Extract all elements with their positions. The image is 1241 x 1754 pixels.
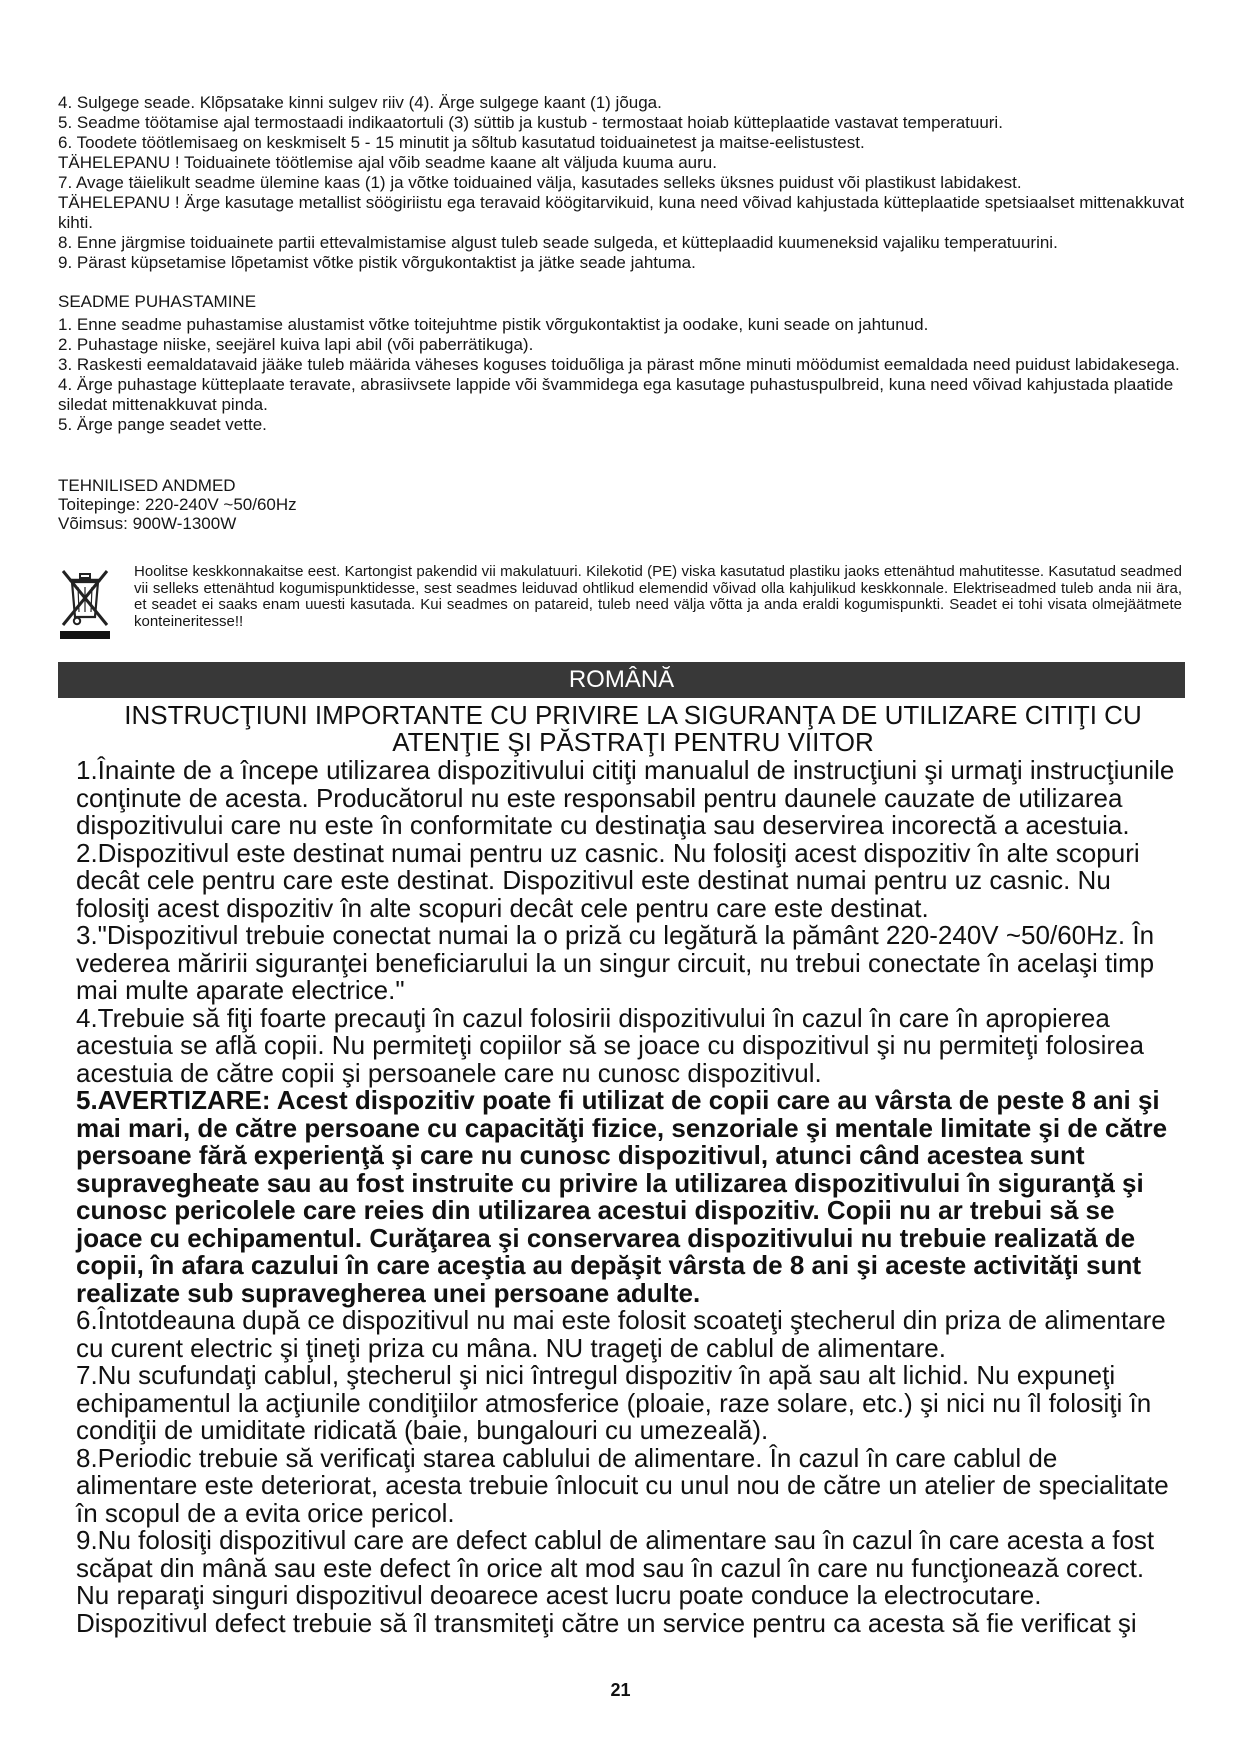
- instruction-9: 9.Nu folosiţi dispozitivul care are defect cablul de alimentare sau în cazul în care acesta a fost scăpat din mână sau este defect în orice alt mod sau în cazul în care nu funcţionează corect. Nu reparaţi singuri dispozitivul deoarece acest lucru poate conduce la electrocutare. Dispozitivul defect trebuie să îl transmiteţi către un service pentru ca acesta să fie verificat şi: [76, 1525, 1155, 1638]
- specs-title: TEHNILISED ANDMED: [58, 476, 236, 495]
- estonian-cleaning-section: [58, 292, 1185, 435]
- warning-steam: TÄHELEPANU ! Toiduainete töötlemise ajal võib seadme kaane alt väljuda kuuma auru.: [58, 153, 717, 172]
- instruction-4: 4.Trebuie să fiţi foarte precauţi în cazul folosirii dispozitivului în cazul în care în apropierea acestuia se află copii. Nu permiteţi copiilor să se joace cu dispozitivul şi nu permiteţi folosirea acestuia de către copii şi persoanele care nu cunosc dispozitivul.: [76, 1002, 1144, 1088]
- step-9: 9. Pärast küpsetamise lõpetamist võtke pistik võrgukontaktist ja jätke seade jahtuma.: [58, 253, 696, 272]
- cleaning-item-1: 1. Enne seadme puhastamise alustamist võtke toitejuhtme pistik võrgukontaktist ja oodake, kuni seade on jahtunud.: [58, 315, 929, 334]
- estonian-technical-data: [58, 476, 1185, 533]
- romanian-safety-instructions: [76, 757, 1176, 1637]
- specs-power: Võimsus: 900W-1300W: [58, 514, 237, 533]
- estonian-usage-steps: [58, 93, 1185, 273]
- safety-instructions-heading: INSTRUCŢIUNI IMPORTANTE CU PRIVIRE LA SIGURANŢA DE UTILIZARE CITIŢI CU ATENŢIE ŞI PĂSTRAŢI PENTRU VIITOR: [124, 700, 1142, 757]
- crossed-out-wheelie-bin-icon: [58, 565, 112, 643]
- eco-disposal-notice: Hoolitse keskkonnakaitse eest. Kartongist pakendid vii makulatuuri. Kilekotid (PE) viska kasutatud plastiku jaoks ettenähtud mahutitesse. Kasutatud seadmed vii selleks ettenähtud kogumispunktidesse, sest seadmes leiduvad ohtlikud elemendid võivad olla kahjulikud keskkonnale. Elektriseadmed tuleb anda nii ära, et seadet ei saaks enam uuesti kasutada. Kui seadmes on patareid, tuleb need välja võtta ja anda eraldi kogumispunkti. Seadet ei tohi visata olmejäätmete konteineritesse!!: [134, 563, 1182, 630]
- cleaning-title: SEADME PUHASTAMINE: [58, 292, 257, 311]
- instruction-8: 8.Periodic trebuie să verificaţi starea cablului de alimentare. În cazul în care cablul de alimentare este deteriorat, acesta trebuie înlocuit cu unul nou de către un atelier de specialitate în scopul de a evita orice pericol.: [76, 1442, 1169, 1528]
- instruction-1: 1.Înainte de a începe utilizarea dispozitivului citiţi manualul de instrucţiuni şi urmaţi instrucţiunile conţinute de acesta. Producătorul nu este responsabil pentru daunele cauzate de utilizarea dispozitivului care nu este în conformitate cu destinaţia sau deservirea incorectă a acestuia.: [76, 755, 1175, 840]
- cleaning-item-4: 4. Ärge puhastage kütteplaate teravate, abrasiivsete lappide või švammidega ega kasutage puhastuspulbreid, kuna need võivad kahjustada plaatide siledat mittenakkuvat pinda.: [58, 375, 1174, 414]
- cleaning-item-3: 3. Raskesti eemaldatavaid jääke tuleb määrida väheses koguses toiduõliga ja pärast mõne minuti möödumist eemaldada need puidust labidakesega.: [58, 355, 1180, 374]
- page-number: 21: [610, 1680, 631, 1700]
- step-4: 4. Sulgege seade. Klõpsatake kinni sulgev riiv (4). Ärge sulgege kaant (1) jõuga.: [58, 93, 662, 112]
- cleaning-item-5: 5. Ärge pange seadet vette.: [58, 415, 267, 434]
- cleaning-item-2: 2. Puhastage niiske, seejärel kuiva lapi abil (või paberrätikuga).: [58, 335, 534, 354]
- step-7: 7. Avage täielikult seadme ülemine kaas (1) ja võtke toiduained välja, kasutades selleks üksnes puidust või plastikust labidakest.: [58, 173, 1022, 192]
- step-5: 5. Seadme töötamise ajal termostaadi indikaatortuli (3) süttib ja kustub - termostaat hoiab kütteplaatide vastavat temperatuuri.: [58, 113, 1003, 132]
- language-section-banner: ROMÂNĂ: [58, 662, 1185, 698]
- instruction-5-warning: 5.AVERTIZARE: Acest dispozitiv poate fi utilizat de copii care au vârsta de peste 8 ani şi mai mari, de către persoane cu capacităţi fizice, senzoriale şi mentale limitate şi de către persoane fără experienţă şi care nu cunosc dispozitivul, atunci când acestea sunt supravegheate sau au fost instruite cu privire la utilizarea dispozitivului în siguranţă şi cunosc pericolele care reies din utilizarea acestui dispozitiv. Copii nu ar trebui să se joace cu echipamentul. Curăţarea şi conservarea dispozitivului nu trebuie realizată de copii, în afara cazului în care aceştia au depăşit vârsta de 8 ani şi aceste activităţi sunt realizate sub supravegherea unei persoane adulte.: [76, 1085, 1168, 1308]
- instruction-2: 2.Dispozitivul este destinat numai pentru uz casnic. Nu folosiţi acest dispozitiv în alte scopuri decât cele pentru care este destinat. Dispozitivul este destinat numai pentru uz casnic. Nu folosiţi acest dispozitiv în alte scopuri decât cele pentru care este destinat.: [76, 837, 1140, 923]
- warning-utensils: TÄHELEPANU ! Ärge kasutage metallist söögiriistu ega teravaid köögitarvikuid, kuna need võivad kahjustada kütteplaatide spetsiaalset mittenakkuvat kihti.: [58, 193, 1185, 232]
- step-6: 6. Toodete töötlemisaeg on keskmiselt 5 - 15 minutit ja sõltub kasutatud toiduainetest ja maitse-eelistustest.: [58, 133, 865, 152]
- instruction-3: 3."Dispozitivul trebuie conectat numai la o priză cu legătură la pământ 220-240V ~50/60Hz. În vederea măririi siguranţei beneficiarului la un singur circuit, nu trebui conectate în acelaşi timp mai multe aparate electrice.": [76, 920, 1155, 1005]
- instruction-6: 6.Întotdeauna după ce dispozitivul nu mai este folosit scoateţi ştecherul din priza de alimentare cu curent electric şi ţineţi priza cu mâna. NU trageţi de cablul de alimentare.: [76, 1305, 1166, 1363]
- step-8: 8. Enne järgmise toiduainete partii ettevalmistamise algust tuleb seade sulgeda, et kütteplaadid kuumeneksid vajaliku temperatuurini.: [58, 233, 1058, 252]
- instruction-7: 7.Nu scufundaţi cablul, ştecherul şi nici întregul dispozitiv în apă sau alt lichid. Nu expuneţi echipamentul la acţiunile condiţiilor atmosferice (ploaie, raze solare, etc.) şi nici nu îl folosiţi în condiţii de umiditate ridicată (baie, bungalouri cu umezeală).: [76, 1360, 1152, 1445]
- specs-voltage: Toitepinge: 220-240V ~50/60Hz: [58, 495, 297, 514]
